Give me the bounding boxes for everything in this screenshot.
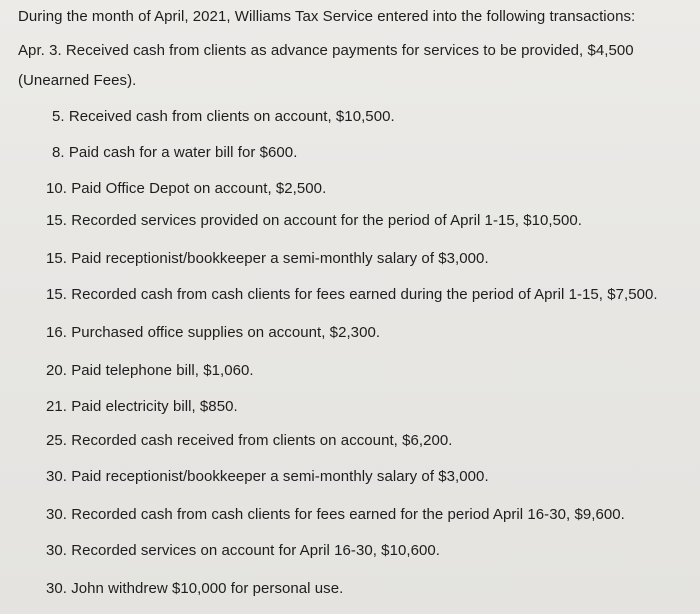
transaction-item: 5. Received cash from clients on account, $10,500. <box>52 108 395 125</box>
transaction-item: 20. Paid telephone bill, $1,060. <box>46 362 254 379</box>
transaction-item: 30. John withdrew $10,000 for personal use. <box>46 580 344 597</box>
transaction-item: 10. Paid Office Depot on account, $2,500. <box>46 180 327 197</box>
transaction-item: 16. Purchased office supplies on account, $2,300. <box>46 324 381 341</box>
transaction-item: 8. Paid cash for a water bill for $600. <box>52 144 298 161</box>
transaction-apr-3-continued: (Unearned Fees). <box>18 72 137 89</box>
transaction-item: 30. Paid receptionist/bookkeeper a semi-monthly salary of $3,000. <box>46 468 489 485</box>
transaction-item: 15. Paid receptionist/bookkeeper a semi-monthly salary of $3,000. <box>46 250 489 267</box>
transaction-item: 15. Recorded cash from cash clients for fees earned during the period of April 1-15, $7,500. <box>46 286 658 303</box>
intro-text: During the month of April, 2021, Williams Tax Service entered into the following transactions: <box>18 8 636 25</box>
transaction-item: 30. Recorded cash from cash clients for fees earned for the period April 16-30, $9,600. <box>46 506 625 523</box>
transaction-item: 25. Recorded cash received from clients on account, $6,200. <box>46 432 453 449</box>
transaction-item: 15. Recorded services provided on account for the period of April 1-15, $10,500. <box>46 212 582 229</box>
transaction-item: 30. Recorded services on account for April 16-30, $10,600. <box>46 542 440 559</box>
transaction-item: 21. Paid electricity bill, $850. <box>46 398 238 415</box>
transaction-apr-3: Apr. 3. Received cash from clients as advance payments for services to be provided, $4,500 <box>18 42 634 59</box>
